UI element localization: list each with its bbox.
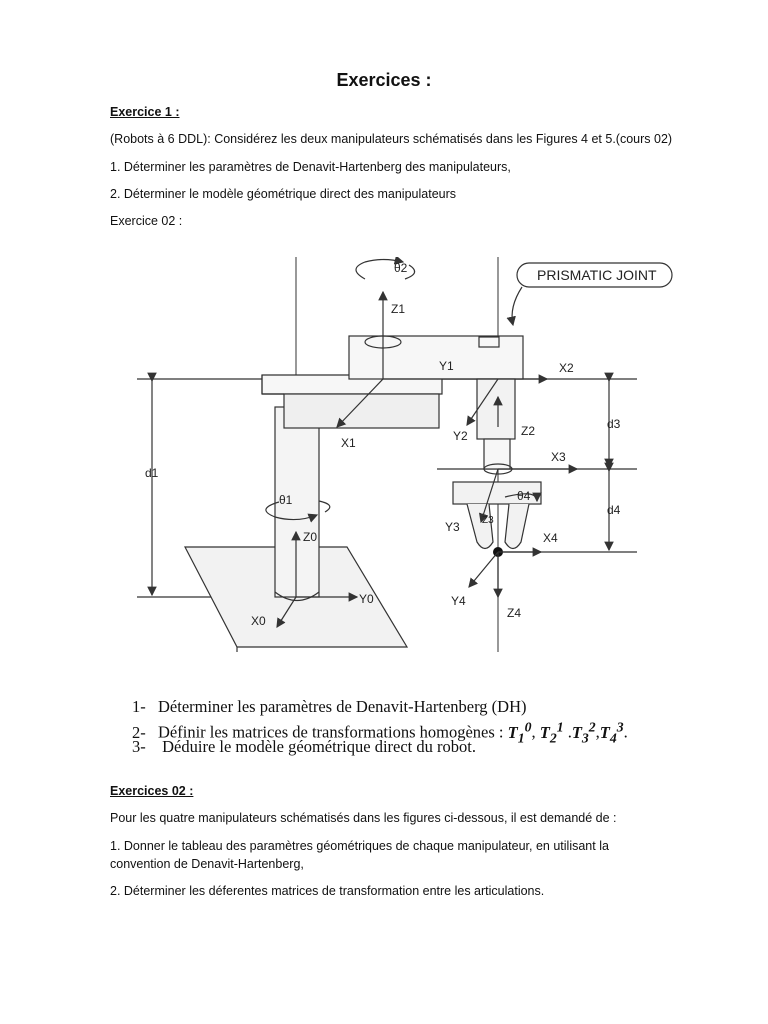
label-theta4: θ4 xyxy=(517,489,531,503)
exercise02b-intro: Pour les quatre manipulateurs schématisés dans les figures ci-dessous, il est demandé de : xyxy=(110,811,617,825)
label-theta1: θ1 xyxy=(279,493,293,507)
label-x2: X2 xyxy=(559,361,574,375)
label-x3: X3 xyxy=(551,450,566,464)
task-2-text: Définir les matrices de transformations homogènes : xyxy=(158,722,508,742)
label-y0: Y0 xyxy=(359,592,374,606)
task-1-text: Déterminer les paramètres de Denavit-Hartenberg (DH) xyxy=(158,697,527,716)
task-3-number: 3- xyxy=(132,737,146,756)
label-y4: Y4 xyxy=(451,594,466,608)
label-z1: Z1 xyxy=(391,302,406,316)
exercise1-item-2: 2. Déterminer le modèle géométrique direct des manipulateurs xyxy=(110,187,457,201)
matrix-T3-2: $T_3^2$ xyxy=(571,719,596,745)
label-x4: X4 xyxy=(543,531,558,545)
exercise02b-item-1: 1. Donner le tableau des paramètres géométriques de chaque manipulateur, en utilisant la convention de Denavit-Hartenberg, xyxy=(110,839,609,871)
page-title: Exercices : xyxy=(336,70,432,90)
label-d1: d1 xyxy=(145,466,159,480)
task-3-text: Déduire le modèle géométrique direct du robot. xyxy=(158,737,476,756)
label-z0: Z0 xyxy=(303,530,318,544)
label-z2: Z2 xyxy=(521,424,536,438)
matrix-T2-1: $T_2^1$ xyxy=(539,719,564,745)
task-1-number: 1- xyxy=(132,697,146,716)
label-y1: Y1 xyxy=(439,359,454,373)
label-d4: d4 xyxy=(607,503,621,517)
task-2: 2- Définir les matrices de transformations homogènes : $T_1^0$, $T_2^1$ $.T_3^2,T_4^3$. xyxy=(132,719,628,745)
exercise1-item-1: 1. Déterminer les paramètres de Denavit-Hartenberg des manipulateurs, xyxy=(110,160,511,174)
label-z4: Z4 xyxy=(507,606,522,620)
dh-task-list xyxy=(132,697,628,757)
label-x1: X1 xyxy=(341,436,356,450)
label-x0: X0 xyxy=(251,614,266,628)
exercise02b-item-2: 2. Déterminer les déferentes matrices de transformation entre les articulations. xyxy=(110,884,545,898)
label-z3: Z3 xyxy=(482,515,494,526)
exercise02b-heading: Exercices 02 : xyxy=(110,784,194,798)
label-y3: Y3 xyxy=(445,520,460,534)
task-2-number: 2- xyxy=(132,722,146,742)
label-theta2: θ2 xyxy=(394,261,408,275)
task-1 xyxy=(132,697,628,717)
label-y2: Y2 xyxy=(453,429,468,443)
matrix-T1-0: $T_1^0$ xyxy=(507,719,532,745)
robot-diagram xyxy=(137,257,697,657)
prismatic-joint-label: PRISMATIC JOINT xyxy=(537,267,657,283)
exercise1-heading: Exercice 1 : xyxy=(110,105,180,119)
exercise1-intro: (Robots à 6 DDL): Considérez les deux manipulateurs schématisés dans les Figures 4 et 5.(cours 02) xyxy=(110,132,673,146)
exercise02-label: Exercice 02 : xyxy=(110,214,183,228)
matrix-T4-3: $T_4^3$ xyxy=(599,719,624,745)
label-d3: d3 xyxy=(607,417,621,431)
